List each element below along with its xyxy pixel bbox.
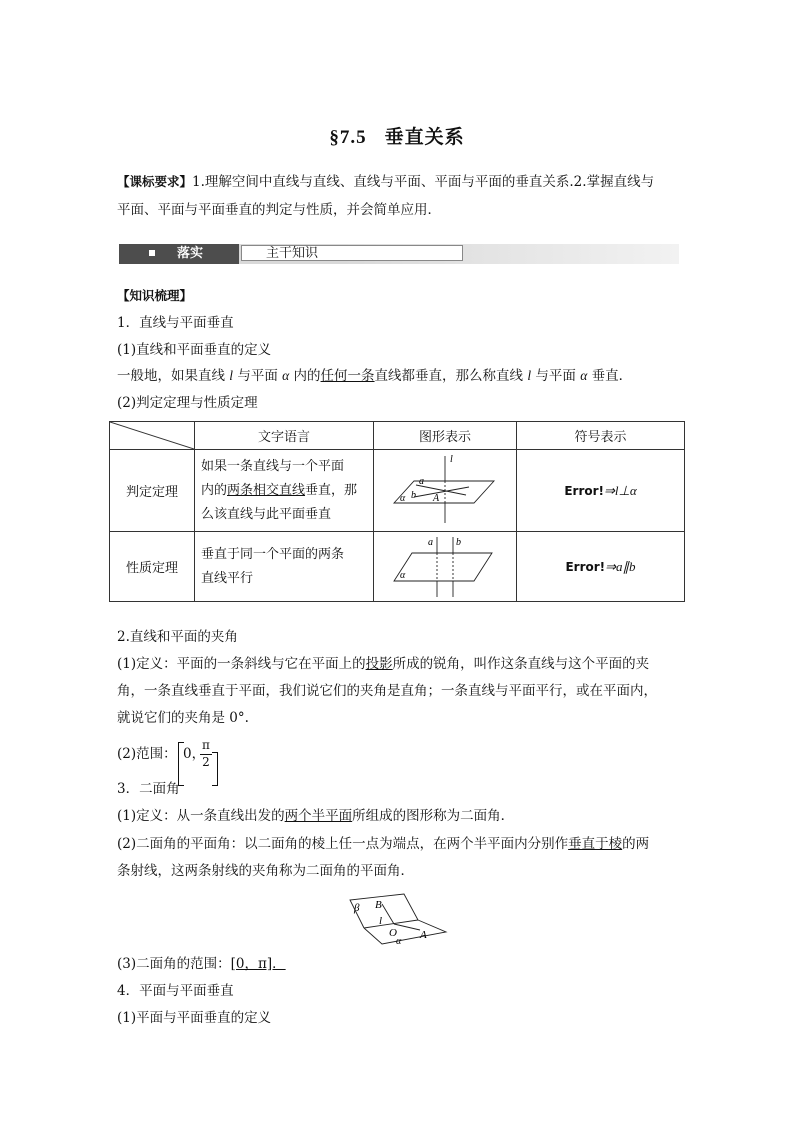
row-text: 垂直于同一个平面的两条 直线平行 [195,532,374,602]
theorem-table [109,421,685,602]
section-number: §7.5 [329,127,367,148]
banner-dark-tab: 落实 [119,244,239,264]
header-cell: 文字语言 [195,422,374,450]
dihedral-angle-figure [342,890,452,946]
table-header-row [110,422,685,450]
s1-definition: 一般地，如果直线 l 与平面 α 内的任何一条直线都垂直，那么称直线 l 与平面 α 垂直． [117,368,633,384]
header-cell: 图形表示 [374,422,517,450]
banner-light-tab: 主干知识 [241,245,463,261]
s3-plane-angle-line-1: (2)二面角的平面角：以二面角的棱上任一点为端点，在两个半平面内分别作垂直于棱的两 [117,836,650,852]
s1-def-title: (1)直线和平面垂直的定义 [117,342,272,358]
line-perpendicular-plane-figure [374,451,516,531]
knowledge-tag: 【知识梳理】 [117,288,193,303]
s3-range: (3)二面角的范围：[0，π]． [117,956,286,972]
svg-text:A: A [433,492,440,504]
table-row [110,532,685,602]
parallel-lines-plane-figure [374,533,516,601]
s2-range-zero: 0， [183,746,206,762]
requirements-line-2: 平面、平面与平面垂直的判定与性质，并会简单应用． [117,202,441,218]
svg-text:O: O [389,927,397,939]
diagonal-line [110,422,194,449]
row-label: 性质定理 [110,532,195,602]
s3-plane-angle-line-2: 条射线，这两条射线的夹角称为二面角的平面角． [117,863,414,879]
row-symbol: Error!⇒a∥b [517,532,685,602]
pi-over-two-fraction: π 2 [200,738,212,769]
s2-def-line-1: (1)定义：平面的一条斜线与它在平面上的投影所成的锐角，叫作这条直线与这个平面的夹 [117,656,650,672]
right-bracket-icon [212,752,218,786]
header-diagonal-cell [110,422,195,450]
svg-text:b: b [411,489,416,501]
section-title: 垂直关系 [384,126,465,148]
s2-def-line-3: 就说它们的夹角是 0°. [117,710,249,726]
square-bullet-icon [149,250,155,256]
svg-text:a: a [428,536,433,548]
s3-definition: (1)定义：从一条直线出发的两个半平面所组成的图形称为二面角． [117,808,515,824]
requirements-line-1: 【课标要求】1.理解空间中直线与直线、直线与平面、平面与平面的垂直关系.2.掌握直线与 [117,174,655,190]
s4-heading: 4．平面与平面垂直 [117,983,234,999]
requirements-tag: 【课标要求】 [117,174,193,189]
svg-text:l: l [450,453,453,465]
page-title [0,122,794,149]
svg-text:b: b [456,536,461,548]
svg-text:α: α [400,569,406,581]
s4-def-title: (1)平面与平面垂直的定义 [117,1010,272,1026]
row-figure [374,532,517,602]
row-text: 如果一条直线与一个平面 内的两条相交直线垂直，那 么该直线与此平面垂直 [195,450,374,532]
svg-text:β: β [354,902,360,914]
svg-text:α: α [396,936,402,946]
s2-heading: 2.直线和平面的夹角 [117,629,238,645]
section-banner [119,244,679,264]
s1-heading: 1．直线与平面垂直 [117,315,234,331]
s2-def-line-2: 角，一条直线垂直于平面，我们说它们的夹角是直角；一条直线与平面平行，或在平面内， [117,683,657,699]
svg-text:a: a [419,475,424,487]
row-symbol: Error!⇒l⊥α [517,450,685,532]
s2-range-label: (2)范围： [117,746,177,762]
s1-theorem-title: (2)判定定理与性质定理 [117,395,258,411]
svg-text:α: α [400,492,406,504]
svg-text:A: A [420,929,427,941]
s3-heading: 3．二面角 [117,781,180,797]
row-figure [374,450,517,532]
row-label: 判定定理 [110,450,195,532]
header-cell: 符号表示 [517,422,685,450]
table-row [110,450,685,532]
svg-text:l: l [379,915,383,927]
svg-text:B: B [375,899,382,911]
